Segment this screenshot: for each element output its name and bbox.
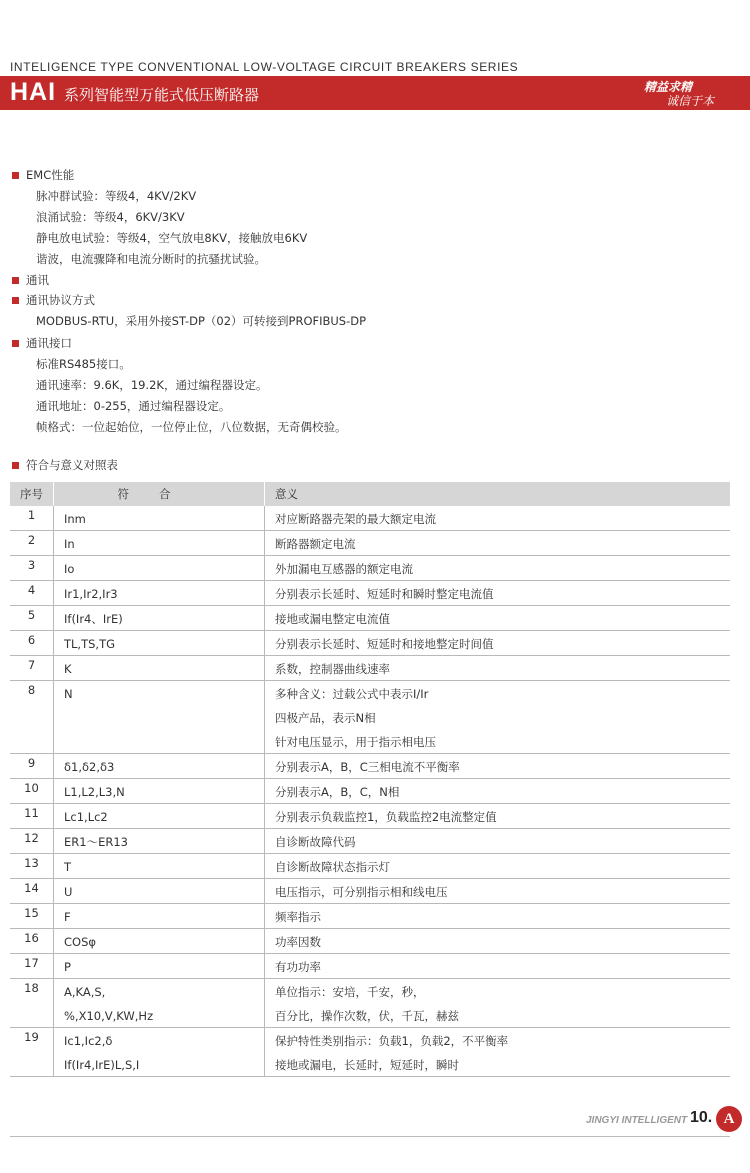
row-meaning [265,656,731,681]
table-row [10,979,730,1028]
row-symbol [54,904,265,929]
meaning-line: 自诊断故障代码 [275,835,356,849]
bullet-icon [12,340,19,347]
row-symbol [54,1028,265,1077]
emc-line: 脉冲群试验：等级4，4KV/2KV [36,189,197,203]
brand-logo: HAI [10,78,57,106]
row-number: 11 [10,804,54,829]
symbol-line: U [64,885,73,899]
symbol-line: L1,L2,L3,N [64,785,125,799]
row-meaning [265,506,731,531]
row-symbol [54,954,265,979]
meaning-line: 保护特性类别指示：负载1，负载2，不平衡率 [275,1034,509,1048]
row-symbol [54,829,265,854]
meaning-line: 自诊断故障状态指示灯 [275,860,390,874]
table-row [10,829,730,854]
symbol-line: TL,TS,TG [64,637,116,651]
header-no: 序号 [10,482,54,506]
meaning-line: 百分比，操作次数，伏，千瓦，赫兹 [275,1009,459,1023]
row-number: 8 [10,681,54,754]
row-meaning [265,779,731,804]
row-symbol [54,879,265,904]
row-meaning [265,879,731,904]
symbol-line: %,X10,V,KW,Hz [64,1009,154,1023]
row-number: 18 [10,979,54,1028]
table-row [10,754,730,779]
symbol-line: Lc1,Lc2 [64,810,108,824]
table-row [10,631,730,656]
row-meaning [265,754,731,779]
row-number: 4 [10,581,54,606]
table-row [10,681,730,754]
meaning-line: 断路器额定电流 [275,537,356,551]
interface-line: 标准RS485接口。 [36,357,131,371]
row-symbol [54,929,265,954]
row-meaning [265,631,731,656]
bullet-icon [12,277,19,284]
table-row [10,854,730,879]
row-symbol [54,779,265,804]
table-row [10,904,730,929]
symbol-line: Io [64,562,75,576]
row-number: 1 [10,506,54,531]
meaning-line: 分别表示长延时、短延时和接地整定时间值 [275,637,494,651]
meaning-line: 分别表示A，B，C三相电流不平衡率 [275,760,460,774]
row-symbol [54,804,265,829]
emc-line: 谐波，电流骤降和电流分断时的抗骚扰试验。 [36,252,266,266]
row-symbol [54,531,265,556]
symbol-line: Inm [64,512,86,526]
row-meaning [265,556,731,581]
row-meaning [265,854,731,879]
table-row [10,779,730,804]
meaning-line: 分别表示负载监控1，负载监控2电流整定值 [275,810,497,824]
section-title-comm: 通讯 [26,273,49,287]
row-number: 13 [10,854,54,879]
meaning-line: 分别表示长延时、短延时和瞬时整定电流值 [275,587,494,601]
row-number: 16 [10,929,54,954]
meaning-line: 单位指示：安培，千安，秒， [275,985,425,999]
table-row [10,804,730,829]
emc-line: 浪涌试验：等级4，6KV/3KV [36,210,185,224]
section-title-interface: 通讯接口 [26,336,72,350]
row-number: 10 [10,779,54,804]
row-meaning [265,829,731,854]
table-row [10,1028,730,1077]
symbol-line: F [64,910,71,924]
row-number: 14 [10,879,54,904]
product-title: 系列智能型万能式低压断路器 [64,86,260,104]
interface-line: 通讯地址：0-255，通过编程器设定。 [36,399,231,413]
section-title-emc: EMC性能 [26,168,75,182]
symbol-table [10,482,730,1077]
row-meaning [265,581,731,606]
row-number: 15 [10,904,54,929]
header-banner [0,76,750,110]
row-symbol [54,854,265,879]
meaning-line: 系数，控制器曲线速率 [275,662,390,676]
row-number: 6 [10,631,54,656]
header-meaning: 意义 [265,482,731,506]
meaning-line: 分别表示A，B，C，N相 [275,785,400,799]
series-title: INTELIGENCE TYPE CONVENTIONAL LOW-VOLTAGE CIRCUIT BREAKERS SERIES [10,60,519,74]
brand-logo-icon: A [716,1106,742,1132]
table-row [10,879,730,904]
row-symbol [54,581,265,606]
row-meaning [265,606,731,631]
row-symbol [54,606,265,631]
row-number: 2 [10,531,54,556]
meaning-line: 外加漏电互感器的额定电流 [275,562,413,576]
row-meaning [265,929,731,954]
table-title: 符合与意义对照表 [26,458,118,472]
slogan-line1: 精益求精 [644,80,693,94]
meaning-line: 四极产品，表示N相 [275,711,376,725]
row-number: 3 [10,556,54,581]
row-symbol [54,556,265,581]
symbol-line: K [64,662,72,676]
footer-divider [10,1136,730,1137]
slogan [636,76,744,110]
symbol-line: N [64,687,73,701]
meaning-line: 有功功率 [275,960,321,974]
meaning-line: 频率指示 [275,910,321,924]
table-row [10,556,730,581]
symbol-line: COSφ [64,935,96,949]
row-meaning [265,979,731,1028]
row-number: 17 [10,954,54,979]
table-row [10,606,730,631]
meaning-line: 接地或漏电，长延时，短延时，瞬时 [275,1058,459,1072]
symbol-line: ER1～ER13 [64,835,128,849]
row-number: 7 [10,656,54,681]
symbol-line: If(Ir4,IrE)L,S,I [64,1058,140,1072]
symbol-line: Ir1,Ir2,Ir3 [64,587,118,601]
symbol-line: A,KA,S, [64,985,106,999]
symbol-line: If(Ir4、IrE) [64,612,123,626]
row-symbol [54,656,265,681]
table-row [10,506,730,531]
symbol-line: Ic1,Ic2,δ [64,1034,113,1048]
symbol-line: δ1,δ2,δ3 [64,760,115,774]
interface-line: 帧格式：一位起始位，一位停止位，八位数据，无奇偶校验。 [36,420,347,434]
row-meaning [265,681,731,754]
row-symbol [54,631,265,656]
table-header-row [10,482,730,506]
header-symbol: 符合 [54,482,265,506]
table-row [10,581,730,606]
emc-line: 静电放电试验：等级4，空气放电8KV，接触放电6KV [36,231,308,245]
table-row [10,656,730,681]
bullet-icon [12,297,19,304]
section-title-protocol: 通讯协议方式 [26,293,95,307]
row-number: 9 [10,754,54,779]
symbol-line: T [64,860,72,874]
meaning-line: 电压指示，可分别指示相和线电压 [275,885,448,899]
row-symbol [54,681,265,754]
footer-brand: JINGYI INTELLIGENT [586,1115,688,1126]
table-row [10,531,730,556]
meaning-line: 功率因数 [275,935,321,949]
bullet-icon [12,462,19,469]
row-symbol [54,506,265,531]
row-symbol [54,754,265,779]
row-meaning [265,1028,731,1077]
row-meaning [265,804,731,829]
row-meaning [265,954,731,979]
row-number: 5 [10,606,54,631]
interface-line: 通讯速率：9.6K，19.2K，通过编程器设定。 [36,378,268,392]
slogan-line2: 诚信于本 [666,94,715,108]
meaning-line: 多种含义：过载公式中表示I/Ir [275,687,429,701]
page-number: 10. [690,1109,713,1126]
bullet-icon [12,172,19,179]
row-meaning [265,531,731,556]
row-number: 19 [10,1028,54,1077]
protocol-line: MODBUS-RTU，采用外接ST-DP（02）可转接到PROFIBUS-DP [36,314,367,328]
row-number: 12 [10,829,54,854]
symbol-line: In [64,537,75,551]
row-symbol [54,979,265,1028]
table-row [10,929,730,954]
symbol-line: P [64,960,71,974]
meaning-line: 对应断路器壳架的最大额定电流 [275,512,436,526]
table-row [10,954,730,979]
meaning-line: 针对电压显示，用于指示相电压 [275,735,436,749]
row-meaning [265,904,731,929]
meaning-line: 接地或漏电整定电流值 [275,612,390,626]
